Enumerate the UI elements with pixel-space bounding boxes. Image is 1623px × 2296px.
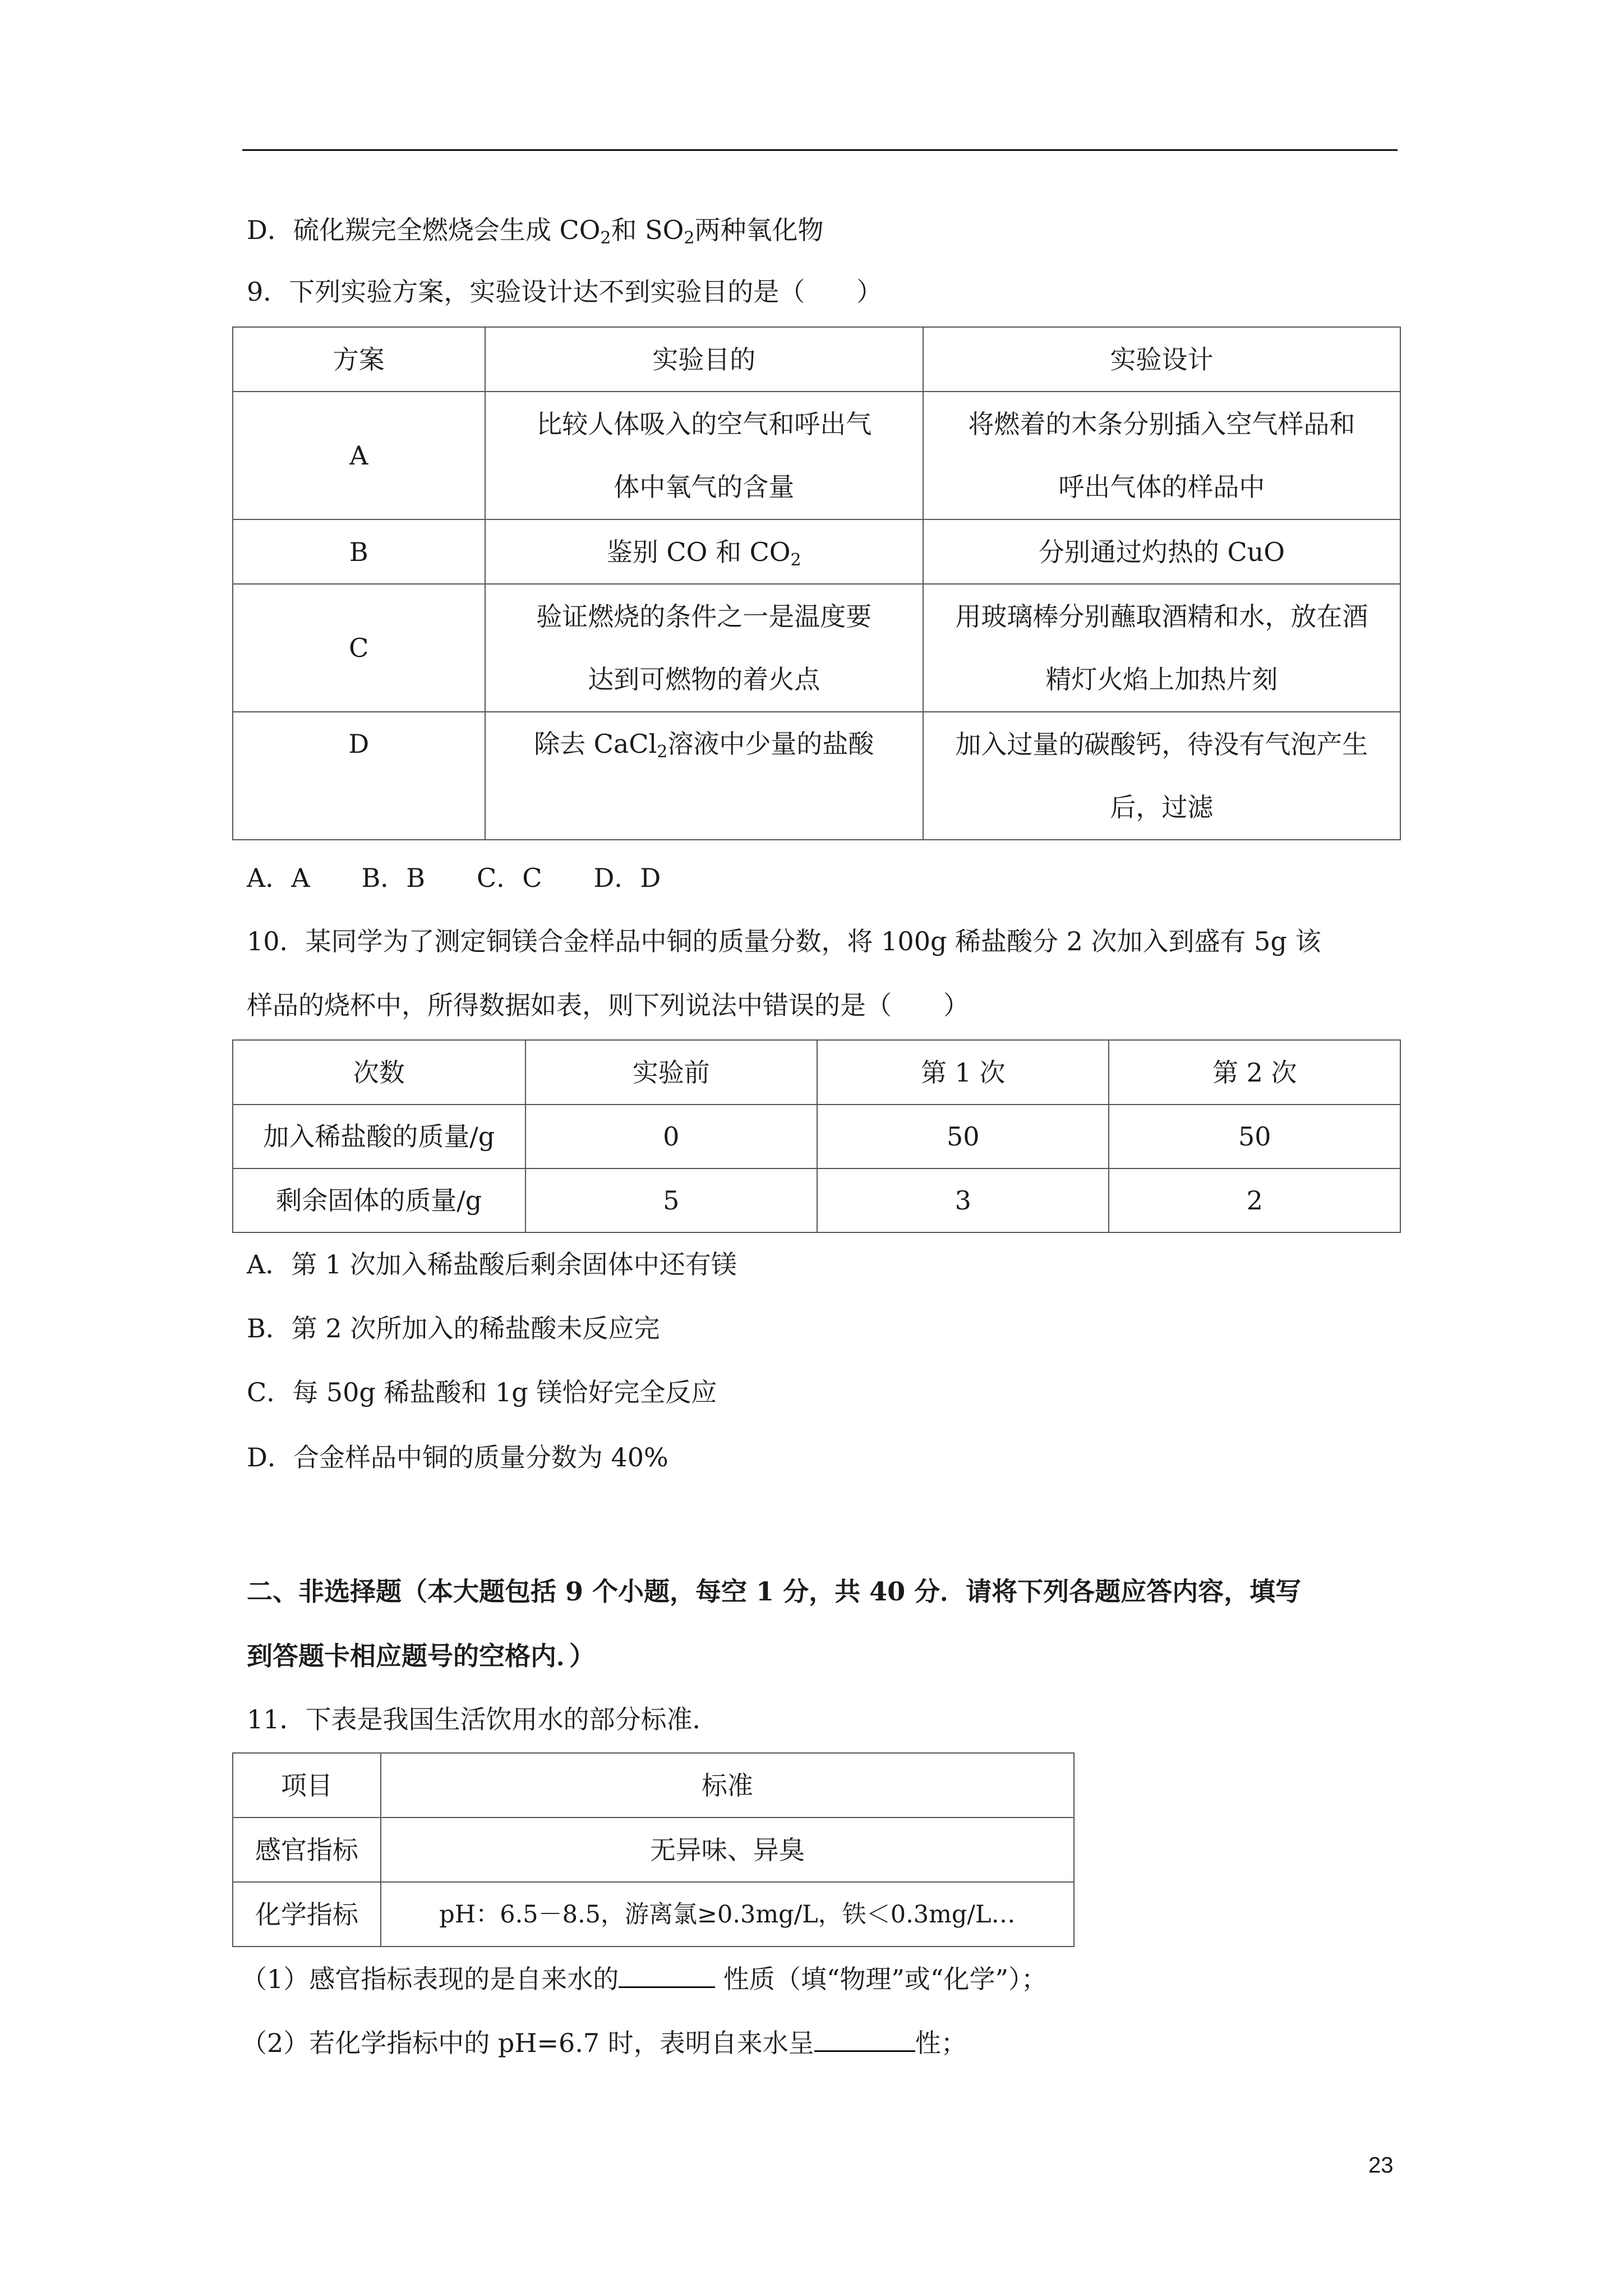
table-row bbox=[233, 392, 1400, 519]
value-cell: 0 bbox=[525, 1105, 817, 1168]
table-row bbox=[233, 1105, 1400, 1168]
q10-table bbox=[232, 1039, 1401, 1233]
plan-cell: B bbox=[233, 519, 485, 584]
section2-heading-line1: 二、非选择题（本大题包括 9 个小题，每空 1 分，共 40 分．请将下列各题应答内容，填写 bbox=[247, 1576, 1302, 1607]
table-row bbox=[233, 584, 1400, 712]
header-cell: 实验目的 bbox=[485, 327, 923, 392]
goal-cell: 比较人体吸入的空气和呼出气 体中氧气的含量 bbox=[485, 392, 923, 519]
goal-cell: 鉴别 CO 和 $CO_2$ bbox=[485, 519, 923, 584]
q10-stem-line1: 10．某同学为了测定铜镁合金样品中铜的质量分数，将 100g 稀盐酸分 2 次加入到盛有 5g 该 bbox=[247, 926, 1321, 956]
q11-sub1: （1）感官指标表现的是自来水的 性质（填“物理”或“化学”）； bbox=[241, 1964, 1047, 1994]
table-header-row bbox=[233, 327, 1400, 392]
row-label-cell: 加入稀盐酸的质量/g bbox=[233, 1105, 525, 1168]
value-cell: pH：6.5－8.5，游离氯≥0.3mg/L，铁＜0.3mg/L… bbox=[381, 1882, 1074, 1947]
header-cell: 标准 bbox=[381, 1753, 1074, 1818]
goal-cell: 除去 CaCl$_2$溶液中少量的盐酸 bbox=[485, 712, 923, 840]
answer-blank[interactable] bbox=[619, 1964, 715, 1988]
design-cell: 用玻璃棒分别蘸取酒精和水，放在酒 精灯火焰上加热片刻 bbox=[923, 584, 1400, 712]
q11-sub2: （2）若化学指标中的 pH=6.7 时，表明自来水呈 性； bbox=[241, 2028, 967, 2058]
header-rule bbox=[242, 149, 1398, 151]
value-cell: 无异味、异臭 bbox=[381, 1818, 1074, 1882]
table-row bbox=[233, 1882, 1074, 1947]
q10-option-c: C．每 50g 稀盐酸和 1g 镁恰好完全反应 bbox=[247, 1377, 717, 1407]
value-cell: 5 bbox=[525, 1168, 817, 1232]
q9-stem: 9．下列实验方案，实验设计达不到实验目的是（ ） bbox=[247, 277, 883, 307]
table-row bbox=[233, 1168, 1400, 1232]
header-cell: 第 1 次 bbox=[817, 1040, 1109, 1105]
design-cell: 加入过量的碳酸钙，待没有气泡产生 后，过滤 bbox=[923, 712, 1400, 840]
q9-options: A．A B．B C．C D．D bbox=[247, 863, 661, 893]
value-cell: 50 bbox=[1109, 1105, 1400, 1168]
design-cell: 将燃着的木条分别插入空气样品和 呼出气体的样品中 bbox=[923, 392, 1400, 519]
header-cell: 次数 bbox=[233, 1040, 525, 1105]
q10-stem-line2: 样品的烧杯中，所得数据如表，则下列说法中错误的是（ ） bbox=[247, 990, 969, 1020]
header-cell: 实验前 bbox=[525, 1040, 817, 1105]
goal-cell: 验证燃烧的条件之一是温度要 达到可燃物的着火点 bbox=[485, 584, 923, 712]
page-number: 23 bbox=[1368, 2153, 1394, 2178]
plan-cell: C bbox=[233, 584, 485, 712]
value-cell: 50 bbox=[817, 1105, 1109, 1168]
table-header-row bbox=[233, 1753, 1074, 1818]
plan-cell: D bbox=[233, 712, 485, 840]
value-cell: 3 bbox=[817, 1168, 1109, 1232]
table-row bbox=[233, 1818, 1074, 1882]
header-cell: 项目 bbox=[233, 1753, 381, 1818]
plan-cell: A bbox=[233, 392, 485, 519]
table-row bbox=[233, 519, 1400, 584]
header-cell: 第 2 次 bbox=[1109, 1040, 1400, 1105]
q10-option-a: A．第 1 次加入稀盐酸后剩余固体中还有镁 bbox=[247, 1249, 737, 1280]
answer-blank[interactable] bbox=[814, 2028, 915, 2052]
table-header-row bbox=[233, 1040, 1400, 1105]
table-row bbox=[233, 712, 1400, 840]
section2-heading-line2: 到答题卡相应题号的空格内．） bbox=[247, 1641, 595, 1671]
row-label-cell: 剩余固体的质量/g bbox=[233, 1168, 525, 1232]
q10-option-b: B．第 2 次所加入的稀盐酸未反应完 bbox=[247, 1313, 660, 1343]
q11-table bbox=[232, 1752, 1075, 1947]
header-cell: 方案 bbox=[233, 327, 485, 392]
row-label-cell: 感官指标 bbox=[233, 1818, 381, 1882]
design-cell: 分别通过灼热的 CuO bbox=[923, 519, 1400, 584]
row-label-cell: 化学指标 bbox=[233, 1882, 381, 1947]
q9-table bbox=[232, 326, 1401, 840]
q10-option-d: D．合金样品中铜的质量分数为 40% bbox=[247, 1442, 668, 1473]
q8-option-d: D．硫化羰完全燃烧会生成 $CO_2$和 $SO_2$两种氧化物 bbox=[247, 215, 824, 248]
header-cell: 实验设计 bbox=[923, 327, 1400, 392]
value-cell: 2 bbox=[1109, 1168, 1400, 1232]
q11-stem: 11．下表是我国生活饮用水的部分标准． bbox=[247, 1704, 718, 1734]
